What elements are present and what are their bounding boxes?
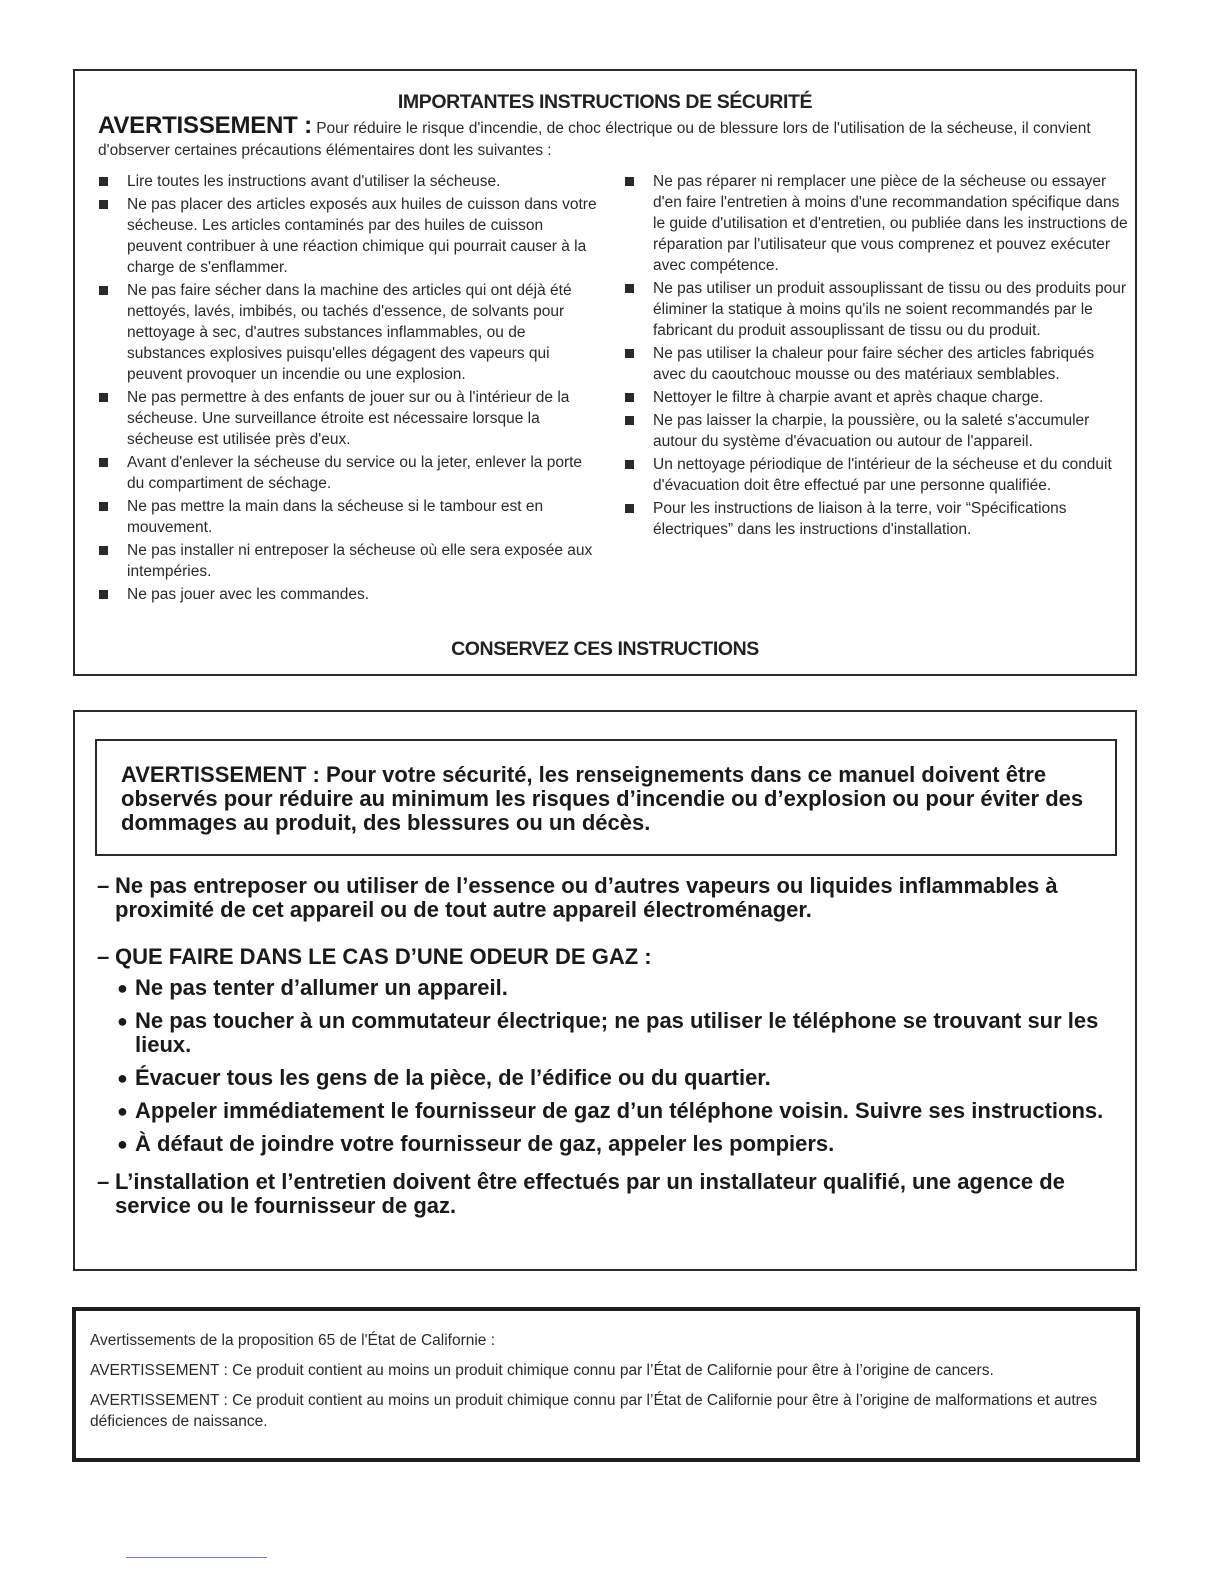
safety-heading: IMPORTANTES INSTRUCTIONS DE SÉCURITÉ (397, 91, 813, 113)
list-item: Lire toutes les instructions avant d'utiliser la sécheuse. (97, 171, 597, 192)
prop65-warning-cancer: AVERTISSEMENT : Ce produit contient au moins un produit chimique connu par l’État de Californie pour être à l’origine de cancers. (90, 1362, 994, 1379)
square-bullet-icon (99, 177, 108, 186)
gas-item-odor (97, 945, 1117, 969)
list-item: ● Ne pas tenter d’allumer un appareil. (117, 975, 508, 1000)
bullet-icon: ● (117, 978, 128, 998)
list-item: ● Appeler immédiatement le fournisseur de gaz d’un téléphone voisin. Suivre ses instructions. (117, 1098, 1104, 1123)
square-bullet-icon (99, 590, 108, 599)
list-item: Ne pas réparer ni remplacer une pièce de la sécheuse ou essayer d'en faire l'entretien à moins d'une recommandation spécifique dans le guide d'utilisation et d'entretien, ou publiée dans les instructions de réparation par l'utilisateur que vous comprenez et pouvez exécuter avec compétence. (623, 171, 1128, 276)
safety-instructions-box (73, 69, 1137, 676)
warning-word: AVERTISSEMENT : (98, 112, 312, 139)
intro-text: Pour réduire le risque d'incendie, de choc électrique ou de blessure lors de l'utilisation de la sécheuse, il convient d'observer certaines précautions élémentaires dont les suivantes : (98, 120, 1091, 159)
list-item: Pour les instructions de liaison à la terre, voir “Spécifications électriques” dans les instructions d'installation. (623, 498, 1128, 540)
list-item: Nettoyer le filtre à charpie avant et après chaque charge. (623, 387, 1128, 408)
gas-instructions (97, 874, 1117, 1218)
list-item: Ne pas permettre à des enfants de jouer sur ou à l'intérieur de la sécheuse. Une surveillance étroite est nécessaire lorsque la sécheuse est utilisée près d'eux. (97, 387, 597, 450)
bullet-icon: ● (117, 1068, 128, 1088)
list-item: Ne pas utiliser un produit assouplissant de tissu ou des produits pour éliminer la statique à moins qu'ils ne soient recommandés par le fabricant du produit assouplissant de tissu ou du produit. (623, 278, 1128, 341)
gas-odor-title: QUE FAIRE DANS LE CAS D’UNE ODEUR DE GAZ : (115, 944, 652, 969)
dash-marker: – (97, 944, 110, 969)
list-item: Ne pas utiliser la chaleur pour faire sécher des articles fabriqués avec du caoutchouc mousse ou des matériaux semblables. (623, 343, 1128, 385)
square-bullet-icon (625, 460, 634, 469)
list-item: ● Évacuer tous les gens de la pièce, de l’édifice ou du quartier. (117, 1065, 771, 1090)
bullet-icon: ● (117, 1011, 128, 1031)
list-item: Ne pas placer des articles exposés aux huiles de cuisson dans votre sécheuse. Les articles contaminés par des huiles de cuisson peuvent contribuer à une réaction chimique qui pourrait causer à la charge de s'enflammer. (97, 194, 597, 278)
prop65-box (72, 1307, 1140, 1462)
square-bullet-icon (99, 546, 108, 555)
inner-warning-text: AVERTISSEMENT : Pour votre sécurité, les renseignements dans ce manuel doivent être observés pour réduire au minimum les risques d’incendie ou d’explosion ou pour éviter des dommages au produit, des blessures ou un décès. (121, 762, 1084, 835)
gas-warning-box (73, 710, 1137, 1271)
safety-footer: CONSERVEZ CES INSTRUCTIONS (451, 638, 759, 660)
inner-warning-box (95, 739, 1117, 856)
safety-intro (98, 112, 1118, 162)
gas-item-storage: – Ne pas entreposer ou utiliser de l’essence ou d’autres vapeurs ou liquides inflammables à proximité de cet appareil ou de tout autre appareil électroménager. (97, 873, 1058, 922)
list-item: Ne pas installer ni entreposer la sécheuse où elle sera exposée aux intempéries. (97, 540, 597, 582)
gas-item-installation: – L’installation et l’entretien doivent être effectués par un installateur qualifié, une agence de service ou le fournisseur de gaz. (97, 1169, 1065, 1218)
safety-list-right (623, 171, 1128, 542)
prop65-title: Avertissements de la proposition 65 de l'État de Californie : (90, 1332, 496, 1349)
list-item: ● Ne pas toucher à un commutateur électrique; ne pas utiliser le téléphone se trouvant sur les lieux. (117, 1008, 1099, 1057)
square-bullet-icon (99, 393, 108, 402)
bullet-icon: ● (117, 1134, 128, 1154)
square-bullet-icon (99, 286, 108, 295)
list-item: ● À défaut de joindre votre fournisseur de gaz, appeler les pompiers. (117, 1131, 835, 1156)
prop65-warning-birth-defects: AVERTISSEMENT : Ce produit contient au moins un produit chimique connu par l’État de Californie pour être à l’origine de malformations et autres déficiences de naissance. (90, 1392, 1098, 1430)
list-item: Avant d'enlever la sécheuse du service ou la jeter, enlever la porte du compartiment de séchage. (97, 452, 597, 494)
square-bullet-icon (625, 504, 634, 513)
dash-marker: – (97, 873, 110, 898)
square-bullet-icon (625, 349, 634, 358)
square-bullet-icon (625, 416, 634, 425)
list-item: Ne pas faire sécher dans la machine des articles qui ont déjà été nettoyés, lavés, imbibés, ou tachés d'essence, de solvants pour nettoyage à sec, d'autres substances inflammables, ou de substances explosives puisqu'elles dégagent des vapeurs qui peuvent provoquer un incendie ou une explosion. (97, 280, 597, 385)
square-bullet-icon (625, 177, 634, 186)
dash-marker: – (97, 1169, 110, 1194)
gas-odor-list (97, 976, 1117, 1156)
square-bullet-icon (625, 393, 634, 402)
bullet-icon: ● (117, 1101, 128, 1121)
bottom-underline-link[interactable] (126, 1557, 267, 1558)
list-item: Ne pas laisser la charpie, la poussière, ou la saleté s'accumuler autour du système d'évacuation ou autour de l'appareil. (623, 410, 1128, 452)
safety-list-left (97, 171, 597, 607)
list-item: Un nettoyage périodique de l'intérieur de la sécheuse et du conduit d'évacuation doit être effectué par une personne qualifiée. (623, 454, 1128, 496)
square-bullet-icon (99, 458, 108, 467)
list-item: Ne pas mettre la main dans la sécheuse si le tambour est en mouvement. (97, 496, 597, 538)
square-bullet-icon (99, 200, 108, 209)
square-bullet-icon (625, 284, 634, 293)
square-bullet-icon (99, 502, 108, 511)
list-item: Ne pas jouer avec les commandes. (97, 584, 597, 605)
